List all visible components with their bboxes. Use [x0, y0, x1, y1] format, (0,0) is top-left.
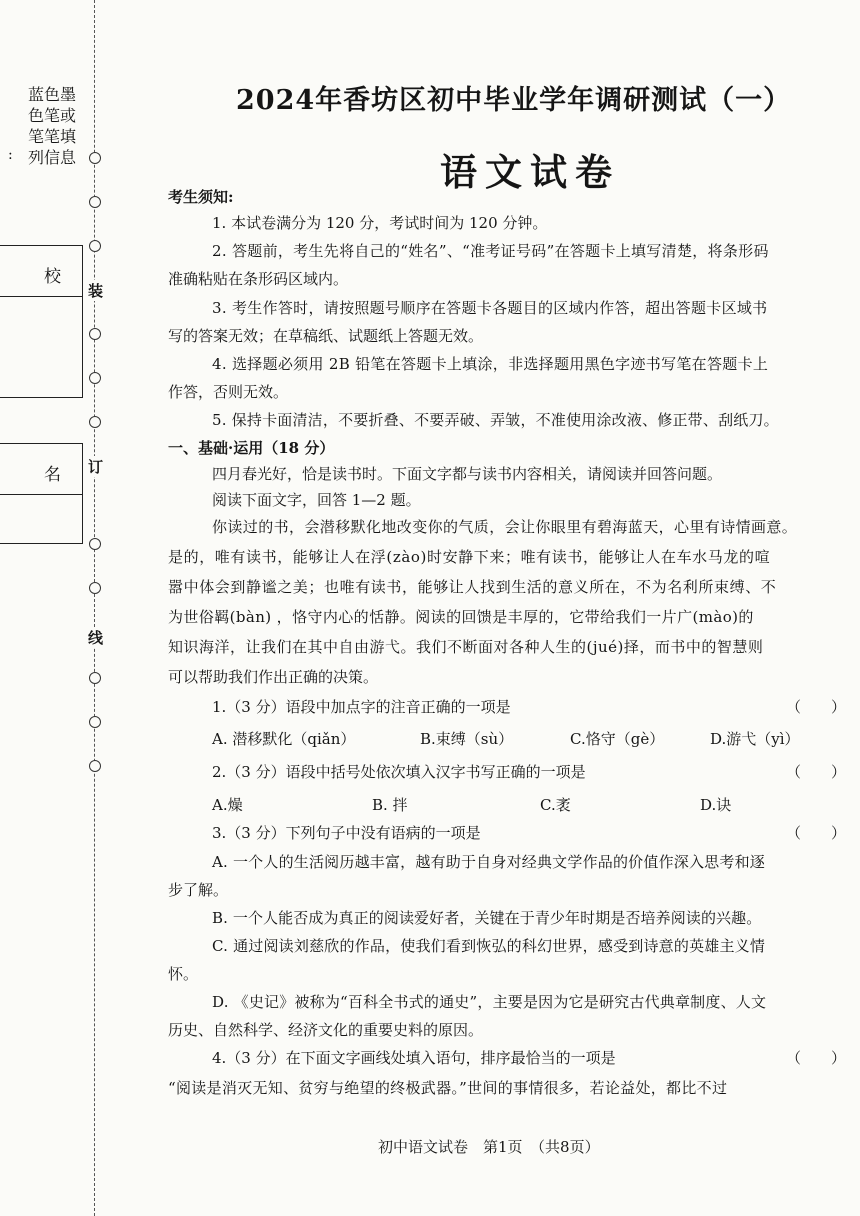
option-d: D.游弋（yì）	[710, 730, 800, 748]
answer-bracket: （ ）	[786, 763, 847, 781]
answer-bracket: （ ）	[786, 824, 847, 842]
notice-heading: 考生须知:	[168, 188, 234, 206]
notice-line: 4. 选择题必须用 2B 铅笔在答题卡上填涂，非选择题用黑色字迹书写笔在答题卡上	[212, 355, 769, 373]
question-2-stem: 2.（3 分）语段中括号处依次填入汉字书写正确的一项是	[212, 763, 586, 781]
option-d: D.诀	[700, 796, 732, 814]
option-c: C.袤	[540, 796, 571, 814]
option-c: C.恪守（gè）	[570, 730, 665, 748]
passage-line: 嚣中体会到静谧之美；也唯有读书，能够让人找到生活的意义所在，不为名利所束缚、不	[168, 578, 777, 596]
binding-hole	[89, 760, 101, 772]
option-a: A. 一个人的生活阅历越丰富，越有助于自身对经典文学作品的价值作深入思考和逐	[212, 853, 765, 871]
margin-instruction-col2: 色 笔 笔 信	[43, 85, 60, 167]
binding-hole	[89, 672, 101, 684]
binding-line	[94, 0, 96, 1216]
option-c: C. 通过阅读刘慈欣的作品，使我们看到恢弘的科幻世界，感受到诗意的英雄主义情	[212, 937, 766, 955]
passage-line: 是的，唯有读书，能够让人在浮(zào)时安静下来；唯有读书，能够让人在车水马龙的喧	[168, 548, 771, 566]
notice-line: 准确粘贴在条形码区域内。	[168, 270, 349, 288]
binding-hole	[89, 582, 101, 594]
passage-line: 你读过的书，会潜移默化地改变你的气质，会让你眼里有碧海蓝天，心里有诗情画意。	[212, 518, 798, 536]
question-4-stem: 4.（3 分）在下面文字画线处填入语句，排序最恰当的一项是	[212, 1049, 616, 1067]
passage-line: 可以帮助我们作出正确的决策。	[168, 668, 379, 686]
option-a-cont: 步了解。	[168, 881, 229, 899]
passage-instruction: 阅读下面文字，回答 1—2 题。	[212, 491, 421, 509]
question-3-stem: 3.（3 分）下列句子中没有语病的一项是	[212, 824, 481, 842]
binding-hole	[89, 416, 101, 428]
answer-bracket: （ ）	[786, 698, 847, 716]
page-footer: 初中语文试卷 第1页 （共8页）	[378, 1138, 600, 1156]
option-a: A.燥	[212, 796, 243, 814]
notice-line: 2. 答题前，考生先将自己的“姓名”、“准考证号码”在答题卡上填写清楚，将条形码	[212, 242, 769, 260]
margin-instruction-col1: 蓝 色 笔 列	[27, 85, 44, 167]
section-heading: 一、基础·运用（18 分）	[168, 439, 335, 457]
binding-word-xian: 线	[88, 629, 104, 647]
binding-hole	[89, 152, 101, 164]
binding-hole	[89, 328, 101, 340]
binding-hole	[89, 538, 101, 550]
option-d: D. 《史记》被称为“百科全书式的通史”，主要是因为它是研究古代典章制度、人文	[212, 993, 767, 1011]
margin-marker: :	[8, 147, 13, 163]
option-a: A. 潜移默化（qiǎn）	[212, 730, 356, 748]
notice-line: 1. 本试卷满分为 120 分，考试时间为 120 分钟。	[212, 214, 548, 232]
binding-hole	[89, 716, 101, 728]
option-b: B.束缚（sù）	[420, 730, 514, 748]
section-intro: 四月春光好，恰是读书时。下面文字都与读书内容相关，请阅读并回答问题。	[212, 465, 723, 483]
option-c-cont: 怀。	[168, 965, 199, 983]
question-1-stem: 1.（3 分）语段中加点字的注音正确的一项是	[212, 698, 511, 716]
notice-line: 3. 考生作答时，请按照题号顺序在答题卡各题目的区域内作答，超出答题卡区域书	[212, 299, 768, 317]
name-label: 名	[44, 465, 61, 485]
notice-line: 作答，否则无效。	[168, 383, 289, 401]
notice-line: 写的答案无效；在草稿纸、试题纸上答题无效。	[168, 327, 484, 345]
passage-line: 知识海洋，让我们在其中自由游弋。我们不断面对各种人生的(jué)择，而书中的智慧则	[168, 638, 764, 656]
answer-bracket: （ ）	[786, 1049, 847, 1067]
option-d-cont: 历史、自然科学、经济文化的重要史料的原因。	[168, 1021, 484, 1039]
school-field-box	[0, 245, 83, 297]
binding-hole	[89, 372, 101, 384]
notice-line: 5. 保持卡面清洁，不要折叠、不要弄破、弄皱，不准使用涂改液、修正带、刮纸刀。	[212, 411, 779, 429]
question-4-text: “阅读是消灭无知、贫穷与绝望的终极武器。”世间的事情很多，若论益处，都比不过	[168, 1079, 728, 1097]
binding-word-ding: 订	[88, 458, 104, 476]
option-b: B. 一个人能否成为真正的阅读爱好者，关键在于青少年时期是否培养阅读的兴趣。	[212, 909, 762, 927]
binding-word-zhuang: 装	[88, 282, 104, 300]
exam-subtitle: 语文试卷	[440, 150, 620, 194]
name-write-box	[0, 493, 83, 544]
name-field-box	[0, 443, 83, 495]
margin-instruction-col3: 墨 或 填 息	[59, 85, 76, 167]
option-b: B. 拌	[372, 796, 408, 814]
binding-hole	[89, 240, 101, 252]
exam-title: 2024年香坊区初中毕业学年调研测试（一）	[236, 85, 792, 116]
school-write-box	[0, 295, 83, 398]
binding-margin	[0, 0, 104, 1216]
passage-line: 为世俗羁(bàn) ，恪守内心的恬静。阅读的回馈是丰厚的，它带给我们一片广(mào)的	[168, 608, 754, 626]
binding-hole	[89, 196, 101, 208]
school-label: 校	[44, 267, 61, 287]
